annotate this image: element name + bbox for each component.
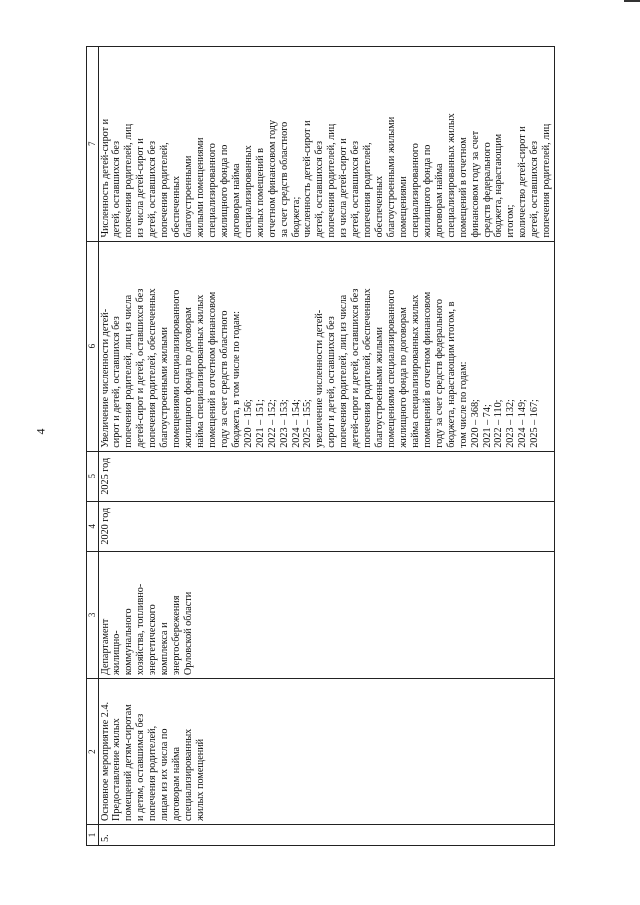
- measure-line: лицам из их числа по: [159, 728, 171, 821]
- result-line: 2024 – 154;: [290, 399, 302, 448]
- indicator-line: бюджета;: [290, 196, 302, 238]
- result-line: бюджета, в том числе по годам:: [230, 311, 242, 448]
- indicator-line: численность детей-сирот и: [302, 120, 314, 238]
- indicator-line: помещениями: [397, 176, 409, 238]
- result-line: найма специализированных жилых: [409, 294, 421, 448]
- result-line: помещениями специализированного: [171, 289, 183, 448]
- indicator-line: бюджета, нарастающим: [493, 133, 505, 238]
- header-col-4: 4: [87, 501, 99, 551]
- result-line: помещениями специализированного: [386, 289, 398, 448]
- header-col-3: 3: [87, 551, 99, 678]
- indicator-line: договорам найма: [230, 163, 242, 238]
- result-line: 2022 – 152;: [266, 399, 278, 448]
- result-line: найма специализированных жилых: [195, 294, 207, 448]
- indicator-line: специализированного: [206, 143, 218, 238]
- indicator-line: попечения родителей, лиц: [326, 123, 338, 238]
- indicator-line: попечения родителей, лиц: [541, 123, 553, 238]
- indicator-line: количество детей-сирот и: [517, 126, 529, 238]
- indicator-line: Численность детей-сирот и: [99, 118, 111, 238]
- indicator-line: детей, оставшихся без: [314, 140, 326, 238]
- indicator-line: итогом;: [505, 204, 517, 238]
- indicator-line: специализированных: [242, 145, 254, 238]
- result-line: увеличение численности детей-: [314, 309, 326, 448]
- executor-line: жилищно-: [111, 630, 123, 676]
- executor-line: хозяйства, топливно-: [135, 583, 147, 676]
- executor-line: энергетического: [147, 604, 159, 676]
- result-line: 2023 – 132;: [505, 399, 517, 448]
- result-line: бюджета, нарастающим итогом, в: [445, 301, 457, 448]
- result-line: попечения родителей, обеспеченных: [362, 288, 374, 448]
- result-line: благоустроенными жилыми: [159, 327, 171, 448]
- result-line: 2025 – 167;: [529, 399, 541, 448]
- program-table: [86, 46, 555, 846]
- indicator-line: жилыми помещениями: [195, 137, 207, 238]
- result-line: детей-сирот и детей, оставшихся без: [350, 288, 362, 448]
- indicator-line: детей, оставшихся без: [529, 140, 541, 238]
- header-col-6: 6: [87, 241, 99, 451]
- result-line: попечения родителей, лиц из числа: [123, 294, 135, 448]
- header-col-2: 2: [87, 679, 99, 825]
- indicator-line: благоустроенными жилыми: [386, 116, 398, 238]
- result-line: 2025 – 155;: [302, 399, 314, 448]
- result-line: 2020 – 368;: [469, 399, 481, 448]
- indicator-line: договорам найма: [433, 163, 445, 238]
- result-line: году за счет средств федерального: [433, 298, 445, 448]
- result-line: помещений в отчетном финансовом: [421, 291, 433, 448]
- result-line: благоустроенными жилыми: [374, 327, 386, 448]
- row-number: 5.: [98, 824, 555, 845]
- result-line: 2023 – 153;: [278, 399, 290, 448]
- indicator-line: за счет средств областного: [278, 121, 290, 238]
- indicator-line: попечения родителей,: [159, 142, 171, 238]
- result-line: сирот и детей, оставшихся без: [326, 316, 338, 448]
- indicator-line: отчетном финансовом году: [266, 119, 278, 238]
- rotated-table-container: [86, 46, 626, 846]
- corner-mark: [624, 0, 640, 2]
- indicator-line: благоустроенными: [183, 155, 195, 238]
- result-line: Увеличение численности детей-: [99, 308, 111, 448]
- indicator-line: попечения родителей,: [362, 142, 374, 238]
- result-line: попечения родителей, лиц из числа: [338, 294, 350, 448]
- result-line: году за счет средств областного: [218, 310, 230, 448]
- header-col-1: 1: [87, 824, 99, 845]
- result-line: 2021 – 151;: [254, 399, 266, 448]
- indicator-line: из числа детей-сирот и: [338, 138, 350, 238]
- measure-line: договорам найма: [171, 746, 183, 821]
- page-number: 4: [33, 428, 48, 435]
- result-line: детей-сирот и детей, оставшихся без: [135, 288, 147, 448]
- result-line: 2021 – 74;: [481, 404, 493, 448]
- indicator-line: финансовом году за счет: [469, 130, 481, 238]
- measure-line: Основное мероприятие 2.4.: [99, 701, 111, 821]
- executor-line: комплекса и: [159, 622, 171, 676]
- indicator-cell: [98, 47, 555, 242]
- indicator-line: специализированного: [409, 143, 421, 238]
- measure-line: помещений детям-сиротам: [123, 704, 135, 821]
- executor-line: коммунального: [123, 608, 135, 676]
- indicator-line: средств федерального: [481, 142, 493, 238]
- result-line: том числе по годам:: [457, 361, 469, 448]
- header-col-7: 7: [87, 47, 99, 242]
- indicator-line: жилых помещений в: [254, 148, 266, 238]
- indicator-line: попечения родителей, лиц: [123, 123, 135, 238]
- indicator-line: детей, оставшихся без: [111, 140, 123, 238]
- indicator-line: жилищного фонда по: [421, 144, 433, 238]
- measure-line: специализированных: [183, 728, 195, 821]
- end-year-cell: 2025 год: [98, 451, 555, 501]
- result-line: жилищного фонда по договорам: [183, 307, 195, 448]
- result-line: сирот и детей, оставшихся без: [111, 316, 123, 448]
- indicator-line: детей, оставшихся без: [147, 140, 159, 238]
- indicator-line: жилищного фонда по: [218, 144, 230, 238]
- measure-line: жилых помещений: [195, 738, 207, 821]
- executor-cell: [98, 551, 555, 678]
- measure-line: Предоставление жилых: [111, 718, 123, 821]
- result-line: 2022 – 110;: [493, 399, 505, 448]
- measure-line: попечения родителей,: [147, 725, 159, 821]
- indicator-line: детей, оставшихся без: [350, 140, 362, 238]
- measure-cell: [98, 679, 555, 825]
- result-line: жилищного фонда по договорам: [397, 307, 409, 448]
- executor-line: энергосбережения: [171, 595, 183, 676]
- indicator-line: обеспеченных: [374, 175, 386, 238]
- indicator-line: специализированных жилых: [445, 113, 457, 238]
- result-line: попечения родителей, обеспеченных: [147, 288, 159, 448]
- result-line: 2020 – 156;: [242, 399, 254, 448]
- table-row: [98, 47, 555, 846]
- result-cell: [98, 241, 555, 451]
- executor-line: Орловской области: [183, 591, 195, 676]
- result-line: помещений в отчетном финансовом: [206, 291, 218, 448]
- indicator-line: обеспеченных: [171, 175, 183, 238]
- measure-line: и детям, оставшимся без: [135, 713, 147, 821]
- executor-line: Департамент: [99, 618, 111, 676]
- indicator-line: из числа детей-сирот и: [135, 138, 147, 238]
- header-row: [87, 47, 99, 846]
- result-line: 2024 – 149;: [517, 399, 529, 448]
- header-col-5: 5: [87, 451, 99, 501]
- start-year-cell: 2020 год: [98, 501, 555, 551]
- indicator-line: помещений в отчетном: [457, 137, 469, 238]
